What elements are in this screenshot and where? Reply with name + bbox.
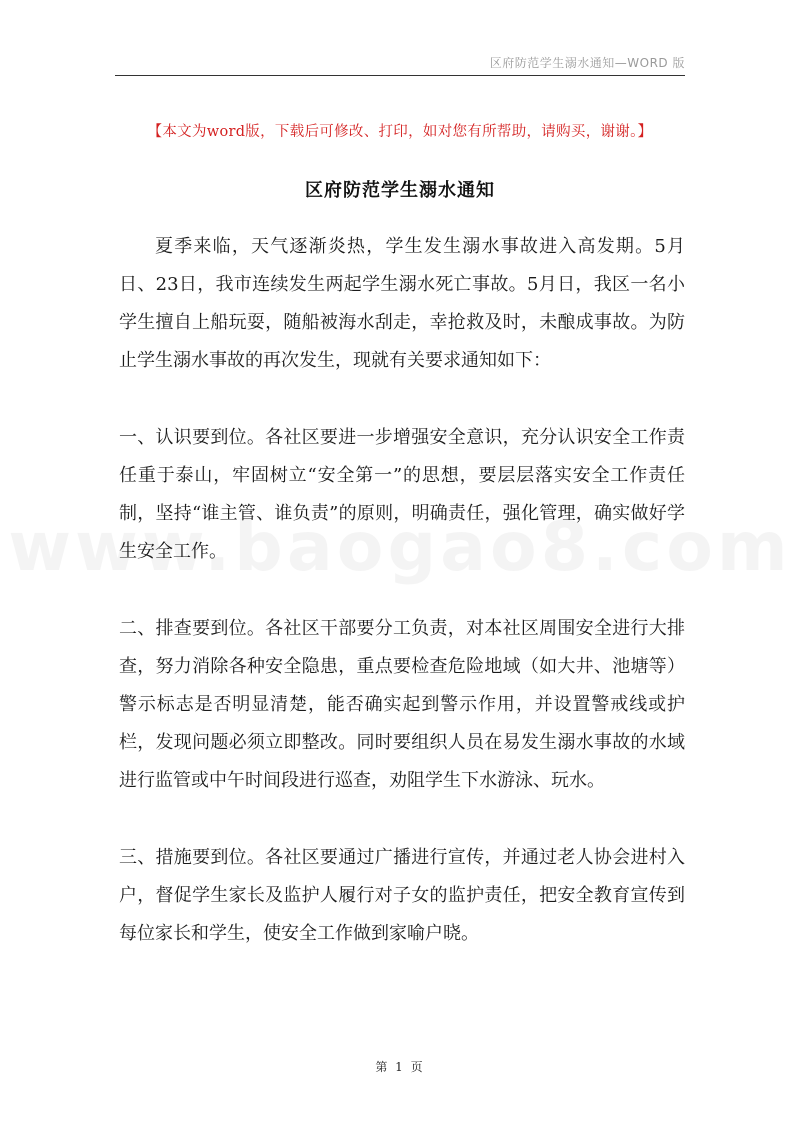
page-number: 第 1 页 bbox=[375, 1060, 425, 1074]
document-body bbox=[119, 228, 685, 953]
section-paragraph-1: 一、认识要到位。各社区要进一步增强安全意识，充分认识安全工作责任重于泰山，牢固树立“安全第一”的思想，要层层落实安全工作责任制，坚持“谁主管、谁负责”的原则，明确责任，强化管理，确实做好学生安全工作。 bbox=[119, 427, 685, 562]
section-paragraph-2: 二、排查要到位。各社区干部要分工负责，对本社区周围安全进行大排查，努力消除各种安全隐患，重点要检查危险地域（如大井、池塘等）警示标志是否明显清楚，能否确实起到警示作用，并设置警戒线或护栏，发现问题必须立即整改。同时要组织人员在易发生溺水事故的水域进行监管或中午时间段进行巡查，劝阻学生下水游泳、玩水。 bbox=[119, 618, 685, 791]
paragraph-spacer bbox=[119, 800, 685, 839]
paragraph-spacer bbox=[119, 571, 685, 610]
section-paragraph-3: 三、措施要到位。各社区要通过广播进行宣传，并通过老人协会进村入户，督促学生家长及监护人履行对子女的监护责任，把安全教育宣传到每位家长和学生，使安全工作做到家喻户晓。 bbox=[119, 847, 685, 944]
header-divider bbox=[115, 75, 685, 76]
intro-paragraph: 夏季来临，天气逐渐炎热，学生发生溺水事故进入高发期。5月日、23日，我市连续发生两起学生溺水死亡事故。5月日，我区一名小学生擅自上船玩耍，随船被海水刮走，幸抢救及时，未酿成事故。为防止学生溺水事故的再次发生，现就有关要求通知如下： bbox=[119, 236, 685, 371]
running-header: 区府防范学生溺水通知—WORD 版 bbox=[489, 56, 685, 70]
document-title: 区府防范学生溺水通知 bbox=[305, 180, 495, 201]
paragraph-spacer bbox=[119, 380, 685, 419]
download-notice: 【本文为word版，下载后可修改、打印，如对您有所帮助，请购买，谢谢。】 bbox=[147, 124, 653, 140]
